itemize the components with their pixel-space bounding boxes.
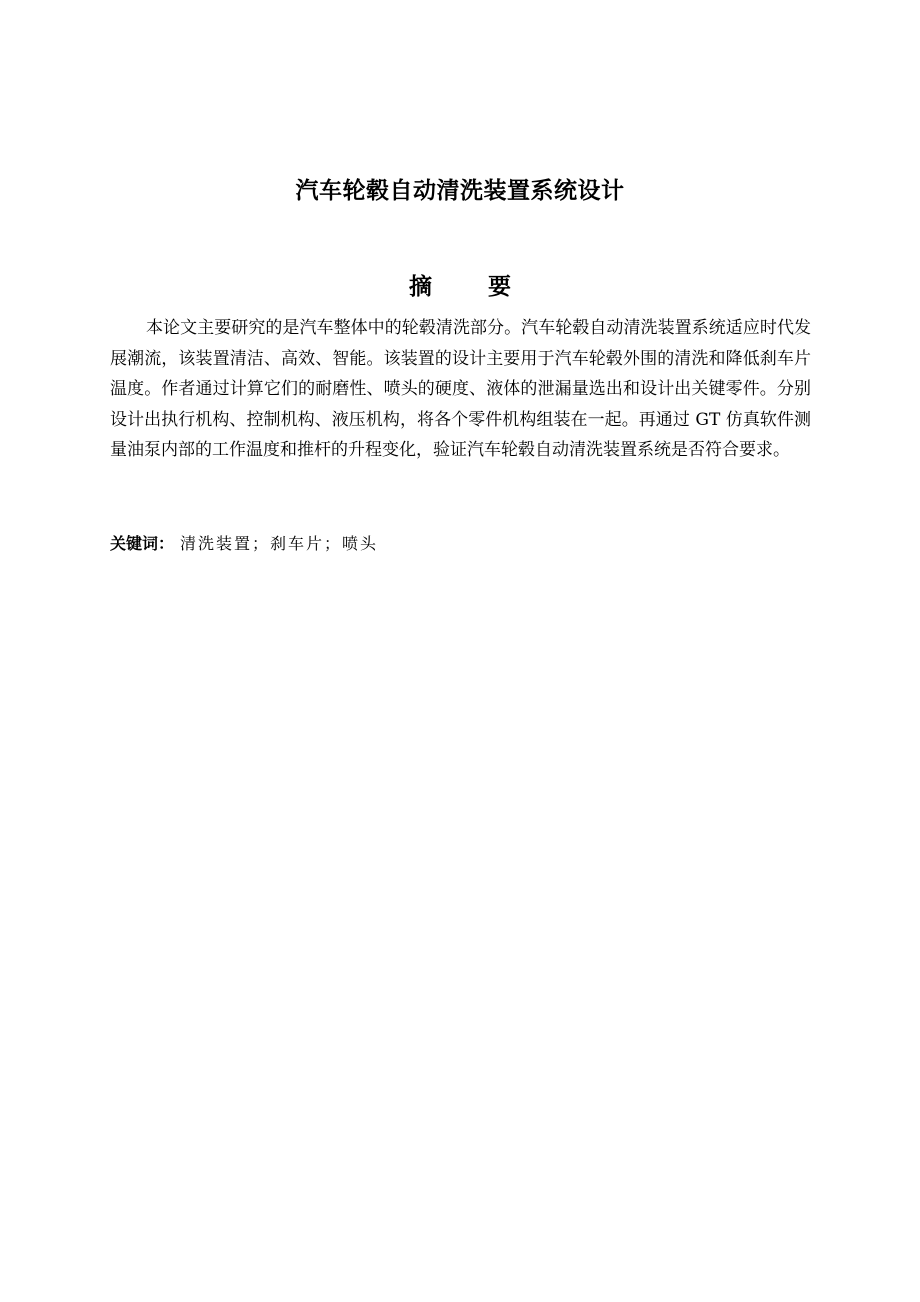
keywords-line (110, 532, 810, 557)
keywords-label: 关键词： (110, 534, 175, 553)
keywords-value: 清洗装置；刹车片；喷头 (180, 534, 379, 553)
paper-title: 汽车轮毂自动清洗装置系统设计 (295, 178, 625, 204)
abstract-heading: 摘要 (409, 274, 567, 300)
abstract-body: 本论文主要研究的是汽车整体中的轮毂清洗部分。汽车轮毂自动清洗装置系统适应时代发展潮流，该装置清洁、高效、智能。该装置的设计主要用于汽车轮毂外围的清洗和降低刹车片温度。作者通过计算它们的耐磨性、喷头的硬度、液体的泄漏量选出和设计出关键零件。分别设计出执行机构、控制机构、液压机构，将各个零件机构组装在一起。再通过 GT 仿真软件测量油泵内部的工作温度和推杆的升程变化，验证汽车轮毂自动清洗装置系统是否符合要求。 (110, 318, 811, 460)
